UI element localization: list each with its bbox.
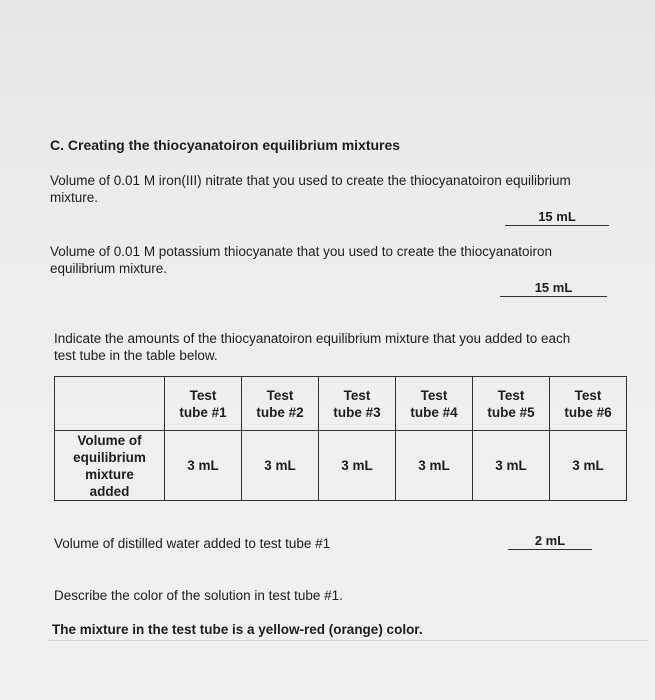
question-line: Volume of 0.01 M potassium thiocyanate that you used to create the thiocyanatoiron — [50, 244, 553, 259]
table-header-tube-4: Test tube #4 — [396, 377, 473, 431]
question-iron-nitrate — [50, 172, 650, 206]
answer-underline — [48, 640, 648, 641]
table-cell-tube-4: 3 mL — [396, 431, 473, 501]
table-header-tube-6: Test tube #6 — [550, 377, 627, 431]
answer-distilled-water: 2 mL — [508, 533, 592, 550]
table-cell-tube-6: 3 mL — [550, 431, 627, 501]
table-cell-tube-1: 3 mL — [165, 431, 242, 501]
question-distilled-water: Volume of distilled water added to test tube #1 — [54, 536, 331, 551]
question-line: Volume of 0.01 M iron(III) nitrate that you used to create the thiocyanatoiron equilibrium — [50, 173, 571, 188]
table-header-tube-1: Test tube #1 — [165, 377, 242, 431]
table-header-row — [55, 377, 627, 431]
table-corner-cell — [55, 377, 165, 431]
table-header-tube-5: Test tube #5 — [473, 377, 550, 431]
test-tube-table — [54, 376, 627, 501]
question-potassium-thiocyanate — [50, 243, 650, 277]
question-solution-color: Describe the color of the solution in test tube #1. — [54, 588, 343, 603]
answer-solution-color: The mixture in the test tube is a yellow-red (orange) color. — [52, 622, 423, 637]
answer-potassium-thiocyanate: 15 mL — [500, 280, 607, 297]
section-title: C. Creating the thiocyanatoiron equilibrium mixtures — [50, 137, 401, 153]
question-table-instructions — [54, 330, 644, 364]
question-line: Indicate the amounts of the thiocyanatoiron equilibrium mixture that you added to each — [54, 331, 571, 346]
question-line: mixture. — [50, 190, 99, 205]
table-cell-tube-3: 3 mL — [319, 431, 396, 501]
table-row — [55, 431, 627, 501]
table-header-tube-3: Test tube #3 — [319, 377, 396, 431]
table-header-tube-2: Test tube #2 — [242, 377, 319, 431]
question-line: test tube in the table below. — [54, 348, 218, 363]
answer-iron-nitrate: 15 mL — [505, 209, 609, 226]
table-row-label: Volume of equilibrium mixture added — [55, 431, 165, 501]
table-cell-tube-5: 3 mL — [473, 431, 550, 501]
table-cell-tube-2: 3 mL — [242, 431, 319, 501]
question-line: equilibrium mixture. — [50, 261, 168, 276]
